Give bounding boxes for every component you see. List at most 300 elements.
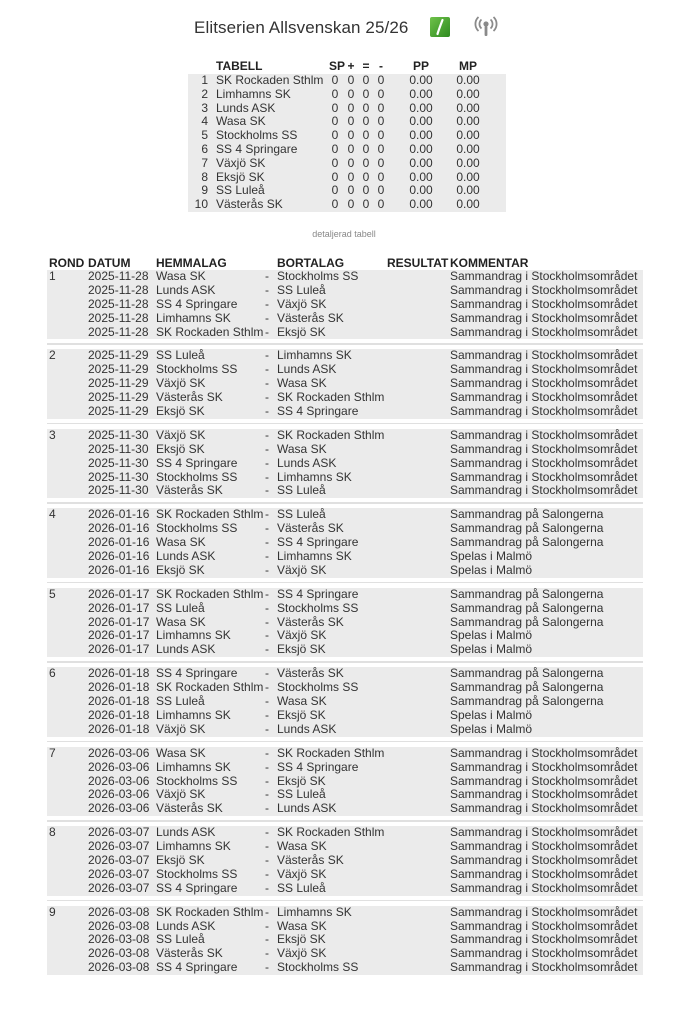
team-name: Wasa SK xyxy=(216,114,266,129)
vs-separator: - xyxy=(265,586,269,601)
vs-separator: - xyxy=(265,759,269,774)
round-block xyxy=(47,747,643,816)
home-team: Wasa SK xyxy=(156,745,206,760)
vs-separator: - xyxy=(265,918,269,933)
match-date: 2026-03-07 xyxy=(88,825,150,840)
vs-separator: - xyxy=(265,404,269,419)
match-comment: Sammandrag på Salongerna xyxy=(450,680,604,695)
vs-separator: - xyxy=(265,773,269,788)
vs-separator: - xyxy=(265,507,269,522)
match-row[interactable] xyxy=(47,457,643,471)
wins: 0 xyxy=(347,128,355,143)
match-row[interactable] xyxy=(47,681,643,695)
match-row[interactable] xyxy=(47,747,643,761)
vs-separator: - xyxy=(265,801,269,816)
away-team: Stockholms SS xyxy=(277,960,359,975)
home-team: Lunds ASK xyxy=(156,282,216,297)
vs-separator: - xyxy=(265,745,269,760)
board-points: 0.00 xyxy=(409,169,433,184)
home-team: SK Rockaden Sthlm xyxy=(156,324,264,339)
match-row[interactable] xyxy=(47,377,643,391)
games-played: 0 xyxy=(331,183,339,198)
match-row[interactable] xyxy=(47,629,643,643)
draws: 0 xyxy=(362,100,370,115)
round-block xyxy=(47,429,643,498)
away-team: Wasa SK xyxy=(277,376,327,391)
home-team: Västerås SK xyxy=(156,946,223,961)
match-comment: Sammandrag i Stockholmsområdet xyxy=(450,455,638,470)
match-date: 2026-01-18 xyxy=(88,694,150,709)
match-date: 2026-03-06 xyxy=(88,801,150,816)
position: 9 xyxy=(201,183,208,198)
vs-separator: - xyxy=(265,960,269,975)
match-comment: Sammandrag i Stockholmsområdet xyxy=(450,825,638,840)
board-points: 0.00 xyxy=(409,114,433,129)
match-comment: Sammandrag i Stockholmsområdet xyxy=(450,946,638,961)
away-team: SS 4 Springare xyxy=(277,404,359,419)
col-draws-header: = xyxy=(362,59,370,73)
match-date: 2026-01-17 xyxy=(88,586,150,601)
match-comment: Sammandrag i Stockholmsområdet xyxy=(450,404,638,419)
match-row[interactable] xyxy=(47,298,643,312)
vs-separator: - xyxy=(265,562,269,577)
match-comment: Sammandrag i Stockholmsområdet xyxy=(450,348,638,363)
away-team: Lunds ASK xyxy=(277,721,337,736)
match-row[interactable] xyxy=(47,429,643,443)
standings-row[interactable] xyxy=(188,157,506,171)
match-comment: Sammandrag i Stockholmsområdet xyxy=(450,390,638,405)
board-points: 0.00 xyxy=(409,100,433,115)
match-comment: Sammandrag i Stockholmsområdet xyxy=(450,852,638,867)
position: 1 xyxy=(201,73,208,87)
away-team: Wasa SK xyxy=(277,441,327,456)
round-number: 2 xyxy=(49,348,56,363)
away-team: SK Rockaden Sthlm xyxy=(277,390,385,405)
match-row[interactable] xyxy=(47,312,643,326)
match-row[interactable] xyxy=(47,933,643,947)
col-losses-header: - xyxy=(379,59,383,73)
home-team: SS Luleå xyxy=(156,932,205,947)
match-comment: Sammandrag i Stockholmsområdet xyxy=(450,787,638,802)
home-team: SS 4 Springare xyxy=(156,960,238,975)
match-points: 0.00 xyxy=(456,141,480,156)
match-comment: Sammandrag i Stockholmsområdet xyxy=(450,469,638,484)
home-team: SK Rockaden Sthlm xyxy=(156,586,264,601)
team-name: Västerås SK xyxy=(216,197,283,212)
position: 10 xyxy=(194,197,208,212)
match-comment: Spelas i Malmö xyxy=(450,721,533,736)
vs-separator: - xyxy=(265,932,269,947)
round-number: 4 xyxy=(49,507,56,522)
col-round-header: ROND xyxy=(49,256,85,270)
away-team: Stockholms SS xyxy=(277,600,359,615)
standings-row[interactable] xyxy=(188,88,506,102)
home-team: Västerås SK xyxy=(156,483,223,498)
home-team: Lunds ASK xyxy=(156,549,216,564)
standings-row[interactable] xyxy=(188,102,506,116)
vs-separator: - xyxy=(265,666,269,681)
match-row[interactable] xyxy=(47,550,643,564)
match-comment: Sammandrag i Stockholmsområdet xyxy=(450,773,638,788)
match-comment: Sammandrag i Stockholmsområdet xyxy=(450,310,638,325)
position: 6 xyxy=(201,141,208,156)
draws: 0 xyxy=(362,73,370,87)
vs-separator: - xyxy=(265,787,269,802)
home-team: SS 4 Springare xyxy=(156,296,238,311)
team-name: Lunds ASK xyxy=(216,100,276,115)
home-team: Wasa SK xyxy=(156,269,206,283)
match-row[interactable] xyxy=(47,826,643,840)
away-team: Lunds ASK xyxy=(277,362,337,377)
broadcast-antenna-icon[interactable] xyxy=(474,16,498,38)
col-date-header: DATUM xyxy=(88,256,131,270)
away-team: Lunds ASK xyxy=(277,455,337,470)
home-team: Stockholms SS xyxy=(156,521,238,536)
team-name: SK Rockaden Sthlm xyxy=(216,73,324,87)
away-team: Limhamns SK xyxy=(277,348,352,363)
match-row[interactable] xyxy=(47,484,643,498)
match-row[interactable] xyxy=(47,695,643,709)
match-date: 2026-03-06 xyxy=(88,773,150,788)
round-block xyxy=(47,508,643,577)
match-row[interactable] xyxy=(47,802,643,816)
match-date: 2025-11-28 xyxy=(88,282,149,297)
standings-row[interactable] xyxy=(188,74,506,88)
home-team: SS Luleå xyxy=(156,694,205,709)
col-away-header: BORTALAG xyxy=(277,256,345,270)
match-date: 2026-03-08 xyxy=(88,904,150,919)
vs-separator: - xyxy=(265,839,269,854)
col-home-header: HEMMALAG xyxy=(156,256,227,270)
losses: 0 xyxy=(377,114,385,129)
vs-separator: - xyxy=(265,362,269,377)
team-name: SS Luleå xyxy=(216,183,265,198)
match-row[interactable] xyxy=(47,947,643,961)
away-team: Västerås SK xyxy=(277,852,344,867)
losses: 0 xyxy=(377,141,385,156)
match-row[interactable] xyxy=(47,471,643,485)
draws: 0 xyxy=(362,183,370,198)
match-row[interactable] xyxy=(47,920,643,934)
away-team: Stockholms SS xyxy=(277,680,359,695)
home-team: Växjö SK xyxy=(156,427,206,442)
standings-row[interactable] xyxy=(188,171,506,185)
match-comment: Sammandrag i Stockholmsområdet xyxy=(450,918,638,933)
match-date: 2025-11-30 xyxy=(88,469,149,484)
position: 2 xyxy=(201,86,208,101)
wins: 0 xyxy=(347,169,355,184)
match-row[interactable] xyxy=(47,602,643,616)
match-date: 2025-11-28 xyxy=(88,324,149,339)
match-comment: Sammandrag i Stockholmsområdet xyxy=(450,759,638,774)
vs-separator: - xyxy=(265,269,269,283)
vs-separator: - xyxy=(265,721,269,736)
away-team: SS Luleå xyxy=(277,880,326,895)
match-row[interactable] xyxy=(47,788,643,802)
standings-row[interactable] xyxy=(188,129,506,143)
standings-row[interactable] xyxy=(188,143,506,157)
home-team: Lunds ASK xyxy=(156,825,216,840)
match-date: 2026-01-16 xyxy=(88,562,150,577)
vs-separator: - xyxy=(265,946,269,961)
match-date: 2025-11-28 xyxy=(88,310,149,325)
away-team: Västerås SK xyxy=(277,310,344,325)
wins: 0 xyxy=(347,73,355,87)
standings-row[interactable] xyxy=(188,115,506,129)
match-comment: Sammandrag i Stockholmsområdet xyxy=(450,483,638,498)
draws: 0 xyxy=(362,155,370,170)
team-name: Växjö SK xyxy=(216,155,266,170)
match-date: 2025-11-29 xyxy=(88,362,149,377)
away-team: SS Luleå xyxy=(277,787,326,802)
team-name: SS 4 Springare xyxy=(216,141,298,156)
away-team: Limhamns SK xyxy=(277,549,352,564)
home-team: Växjö SK xyxy=(156,721,206,736)
col-team-header: TABELL xyxy=(216,59,263,73)
away-team: Eksjö SK xyxy=(277,932,326,947)
standings-row[interactable] xyxy=(188,198,506,212)
home-team: SK Rockaden Sthlm xyxy=(156,904,264,919)
position: 5 xyxy=(201,128,208,143)
away-team: Stockholms SS xyxy=(277,269,359,283)
home-team: Stockholms SS xyxy=(156,362,238,377)
match-comment: Sammandrag i Stockholmsområdet xyxy=(450,839,638,854)
match-date: 2026-01-18 xyxy=(88,707,150,722)
match-date: 2026-03-06 xyxy=(88,759,150,774)
match-row[interactable] xyxy=(47,961,643,975)
vs-separator: - xyxy=(265,642,269,657)
match-row[interactable] xyxy=(47,643,643,657)
match-points: 0.00 xyxy=(456,114,480,129)
match-row[interactable] xyxy=(47,667,643,681)
match-row[interactable] xyxy=(47,443,643,457)
match-date: 2025-11-30 xyxy=(88,427,149,442)
page-title: Elitserien Allsvenskan 25/26 xyxy=(194,18,409,37)
away-team: Limhamns SK xyxy=(277,904,352,919)
vs-separator: - xyxy=(265,904,269,919)
away-team: Eksjö SK xyxy=(277,642,326,657)
wins: 0 xyxy=(347,100,355,115)
vs-separator: - xyxy=(265,825,269,840)
losses: 0 xyxy=(377,169,385,184)
match-points: 0.00 xyxy=(456,128,480,143)
wins: 0 xyxy=(347,155,355,170)
vs-separator: - xyxy=(265,455,269,470)
match-row[interactable] xyxy=(47,709,643,723)
match-row[interactable] xyxy=(47,854,643,868)
round-number: 8 xyxy=(49,825,56,840)
home-team: Limhamns SK xyxy=(156,759,231,774)
away-team: SK Rockaden Sthlm xyxy=(277,825,385,840)
vs-separator: - xyxy=(265,535,269,550)
match-row[interactable] xyxy=(47,405,643,419)
wins: 0 xyxy=(347,197,355,212)
away-team: SK Rockaden Sthlm xyxy=(277,745,385,760)
board-points: 0.00 xyxy=(409,86,433,101)
edit-pencil-icon[interactable] xyxy=(430,17,450,37)
match-row[interactable] xyxy=(47,522,643,536)
match-comment: Spelas i Malmö xyxy=(450,642,533,657)
match-comment: Sammandrag på Salongerna xyxy=(450,694,604,709)
round-block xyxy=(47,667,643,736)
match-row[interactable] xyxy=(47,270,643,284)
vs-separator: - xyxy=(265,694,269,709)
games-played: 0 xyxy=(331,100,339,115)
away-team: Västerås SK xyxy=(277,521,344,536)
match-date: 2025-11-28 xyxy=(88,269,149,283)
games-played: 0 xyxy=(331,73,339,87)
home-team: Lunds ASK xyxy=(156,918,216,933)
board-points: 0.00 xyxy=(409,128,433,143)
match-comment: Sammandrag på Salongerna xyxy=(450,600,604,615)
match-row[interactable] xyxy=(47,564,643,578)
games-played: 0 xyxy=(331,114,339,129)
board-points: 0.00 xyxy=(409,73,433,87)
away-team: Limhamns SK xyxy=(277,469,352,484)
losses: 0 xyxy=(377,86,385,101)
vs-separator: - xyxy=(265,324,269,339)
match-row[interactable] xyxy=(47,868,643,882)
match-date: 2026-01-16 xyxy=(88,535,150,550)
schedule-body xyxy=(47,270,643,975)
match-date: 2026-01-16 xyxy=(88,507,150,522)
home-team: Eksjö SK xyxy=(156,852,205,867)
home-team: Eksjö SK xyxy=(156,562,205,577)
standings-row[interactable] xyxy=(188,184,506,198)
away-team: Lunds ASK xyxy=(277,801,337,816)
away-team: SS Luleå xyxy=(277,507,326,522)
away-team: Wasa SK xyxy=(277,694,327,709)
match-date: 2026-01-17 xyxy=(88,628,150,643)
losses: 0 xyxy=(377,73,385,87)
vs-separator: - xyxy=(265,680,269,695)
match-row[interactable] xyxy=(47,349,643,363)
match-row[interactable] xyxy=(47,508,643,522)
col-sp-header: SP xyxy=(329,59,346,73)
home-team: Växjö SK xyxy=(156,787,206,802)
match-date: 2025-11-29 xyxy=(88,404,149,419)
home-team: Västerås SK xyxy=(156,390,223,405)
games-played: 0 xyxy=(331,155,339,170)
match-comment: Sammandrag i Stockholmsområdet xyxy=(450,324,638,339)
match-date: 2026-01-18 xyxy=(88,721,150,736)
match-comment: Spelas i Malmö xyxy=(450,628,533,643)
games-played: 0 xyxy=(331,128,339,143)
match-date: 2025-11-30 xyxy=(88,483,149,498)
home-team: Eksjö SK xyxy=(156,404,205,419)
detailed-table-link[interactable]: detaljerad tabell xyxy=(312,229,376,239)
match-date: 2025-11-29 xyxy=(88,390,149,405)
match-row[interactable] xyxy=(47,588,643,602)
match-date: 2026-01-16 xyxy=(88,521,150,536)
match-date: 2026-03-08 xyxy=(88,960,150,975)
match-comment: Sammandrag i Stockholmsområdet xyxy=(450,269,638,283)
board-points: 0.00 xyxy=(409,197,433,212)
match-date: 2026-01-18 xyxy=(88,666,150,681)
losses: 0 xyxy=(377,100,385,115)
match-row[interactable] xyxy=(47,723,643,737)
draws: 0 xyxy=(362,197,370,212)
home-team: Limhamns SK xyxy=(156,310,231,325)
draws: 0 xyxy=(362,169,370,184)
away-team: Wasa SK xyxy=(277,918,327,933)
wins: 0 xyxy=(347,114,355,129)
match-row[interactable] xyxy=(47,906,643,920)
match-comment: Spelas i Malmö xyxy=(450,562,533,577)
away-team: SS 4 Springare xyxy=(277,535,359,550)
match-comment: Sammandrag i Stockholmsområdet xyxy=(450,880,638,895)
schedule-header xyxy=(47,256,643,270)
match-comment: Sammandrag i Stockholmsområdet xyxy=(450,427,638,442)
match-row[interactable] xyxy=(47,391,643,405)
board-points: 0.00 xyxy=(409,155,433,170)
match-comment: Spelas i Malmö xyxy=(450,549,533,564)
match-points: 0.00 xyxy=(456,100,480,115)
vs-separator: - xyxy=(265,296,269,311)
match-comment: Sammandrag på Salongerna xyxy=(450,535,604,550)
match-points: 0.00 xyxy=(456,169,480,184)
away-team: Eksjö SK xyxy=(277,707,326,722)
away-team: SS 4 Springare xyxy=(277,759,359,774)
vs-separator: - xyxy=(265,866,269,881)
away-team: Västerås SK xyxy=(277,614,344,629)
match-date: 2026-01-17 xyxy=(88,600,150,615)
match-comment: Sammandrag på Salongerna xyxy=(450,666,604,681)
match-comment: Sammandrag i Stockholmsområdet xyxy=(450,362,638,377)
match-row[interactable] xyxy=(47,326,643,340)
match-comment: Sammandrag i Stockholmsområdet xyxy=(450,745,638,760)
vs-separator: - xyxy=(265,282,269,297)
match-row[interactable] xyxy=(47,363,643,377)
match-row[interactable] xyxy=(47,840,643,854)
col-comment-header: KOMMENTAR xyxy=(450,256,529,270)
draws: 0 xyxy=(362,86,370,101)
draws: 0 xyxy=(362,141,370,156)
round-number: 7 xyxy=(49,745,56,760)
match-date: 2026-03-08 xyxy=(88,946,150,961)
match-row[interactable] xyxy=(47,761,643,775)
board-points: 0.00 xyxy=(409,183,433,198)
away-team: SK Rockaden Sthlm xyxy=(277,427,385,442)
away-team: Växjö SK xyxy=(277,946,327,961)
home-team: SK Rockaden Sthlm xyxy=(156,507,264,522)
match-points: 0.00 xyxy=(456,73,480,87)
vs-separator: - xyxy=(265,600,269,615)
match-row[interactable] xyxy=(47,882,643,896)
match-row[interactable] xyxy=(47,536,643,550)
board-points: 0.00 xyxy=(409,141,433,156)
vs-separator: - xyxy=(265,880,269,895)
col-wins-header: + xyxy=(347,59,355,73)
round-block xyxy=(47,270,643,339)
home-team: Wasa SK xyxy=(156,535,206,550)
col-pp-header: PP xyxy=(412,59,429,73)
wins: 0 xyxy=(347,141,355,156)
vs-separator: - xyxy=(265,376,269,391)
match-comment: Spelas i Malmö xyxy=(450,707,533,722)
match-comment: Sammandrag i Stockholmsområdet xyxy=(450,866,638,881)
vs-separator: - xyxy=(265,390,269,405)
match-row[interactable] xyxy=(47,616,643,630)
match-date: 2025-11-30 xyxy=(88,441,149,456)
match-row[interactable] xyxy=(47,775,643,789)
away-team: SS Luleå xyxy=(277,282,326,297)
match-row[interactable] xyxy=(47,284,643,298)
page-header xyxy=(0,14,688,44)
vs-separator: - xyxy=(265,348,269,363)
match-date: 2026-03-08 xyxy=(88,918,150,933)
round-block xyxy=(47,349,643,418)
